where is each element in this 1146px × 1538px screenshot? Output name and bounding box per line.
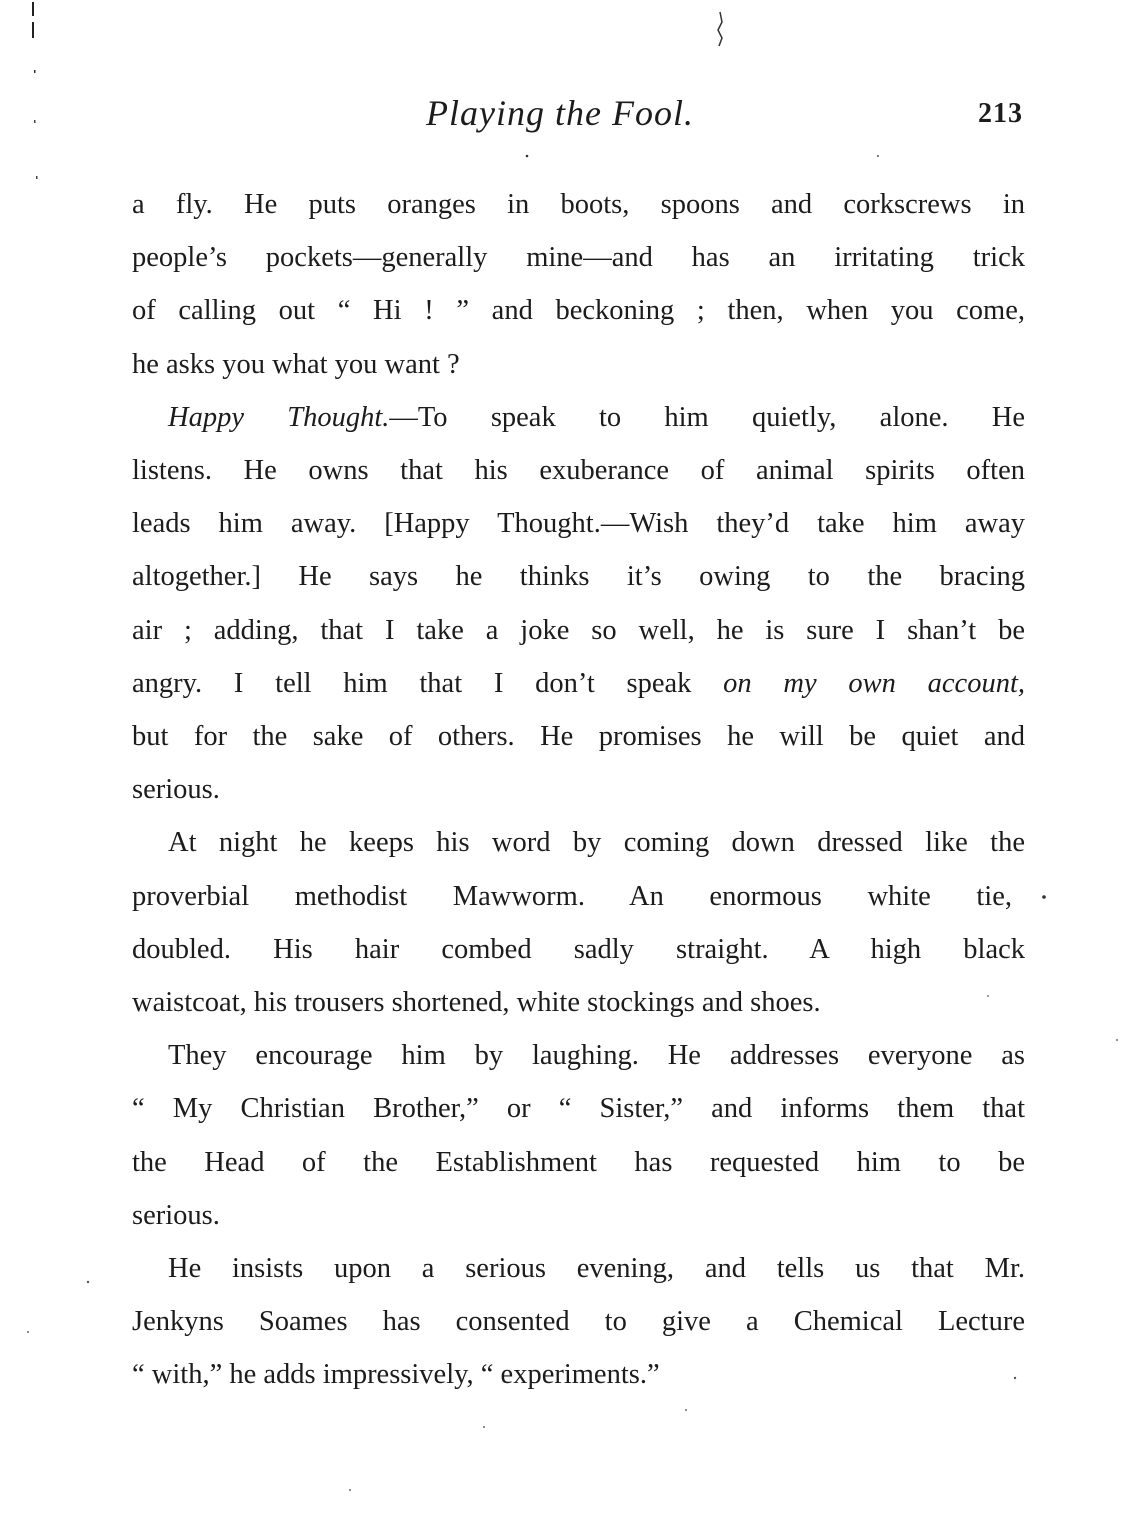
text-line: air ; adding, that I take a joke so well, he is sure I shan’t be (132, 614, 1025, 646)
text-line: altogether.] He says he thinks it’s owing to the bracing (132, 561, 1025, 593)
scan-speck (685, 1409, 687, 1411)
text-line: Jenkyns Soames has consented to give a Chemical Lecture (132, 1306, 1025, 1338)
scan-speck (36, 176, 38, 179)
scan-speck (877, 155, 879, 157)
happy-thought-heading: Happy Thought. (168, 401, 390, 433)
text-line: “ My Christian Brother,” or “ Sister,” and informs them that (132, 1093, 1025, 1125)
text-line (132, 657, 1025, 710)
running-title: Playing the Fool. (426, 93, 694, 133)
scan-speck (483, 1426, 485, 1428)
italic-phrase: on my own account, (723, 667, 1025, 699)
scan-speck (34, 70, 36, 73)
text-fragment: angry. I tell him that I don’t speak (132, 667, 724, 699)
paragraph-2 (132, 391, 1025, 817)
text-line: waistcoat, his trousers shortened, white stockings and shoes. (132, 987, 821, 1019)
text-line: They encourage him by laughing. He addresses everyone as (168, 1040, 1025, 1072)
text-line: serious. (132, 774, 220, 806)
paragraph-5 (132, 1242, 1025, 1402)
scan-speck (32, 2, 34, 16)
text-line: serious. (132, 1199, 220, 1231)
text-line (132, 391, 1025, 444)
text-line: leads him away. [Happy Thought.—Wish they’d take him away (132, 508, 1025, 540)
scan-speck (1042, 895, 1046, 899)
text-line: but for the sake of others. He promises he will be quiet and (132, 721, 1025, 753)
text-line: listens. He owns that his exuberance of animal spirits often (132, 455, 1025, 487)
scan-speck (32, 22, 34, 38)
running-head (0, 92, 1146, 142)
text-line: He insists upon a serious evening, and tells us that Mr. (168, 1253, 1025, 1285)
text-line: people’s pockets—generally mine—and has an irritating trick (132, 242, 1025, 274)
text-line: the Head of the Establishment has requested him to be (132, 1146, 1025, 1178)
scan-speck (1116, 1039, 1118, 1041)
text-line: doubled. His hair combed sadly straight. A high black (132, 933, 1025, 965)
scan-speck (349, 1489, 351, 1491)
paragraph-4 (132, 1029, 1025, 1242)
scan-speck (526, 155, 529, 158)
body-text (132, 178, 1025, 1402)
text-line: he asks you what you want ? (132, 348, 460, 380)
page-number: 213 (978, 98, 1023, 129)
paragraph-1 (132, 178, 1025, 391)
text-line: a fly. He puts oranges in boots, spoons and corkscrews in (132, 189, 1025, 220)
text-fragment: —To speak to him quietly, alone. He (389, 401, 1025, 433)
text-line: proverbial methodist Mawworm. An enormous white tie, (132, 880, 1012, 912)
text-line: of calling out “ Hi ! ” and beckoning ; then, when you come, (132, 295, 1025, 327)
scan-speck (718, 12, 722, 46)
paragraph-3 (132, 816, 1025, 1029)
scan-speck (87, 1281, 89, 1283)
text-line: At night he keeps his word by coming down dressed like the (168, 827, 1025, 859)
text-line: “ with,” he adds impressively, “ experiments.” (132, 1359, 660, 1391)
scan-speck (27, 1331, 29, 1333)
